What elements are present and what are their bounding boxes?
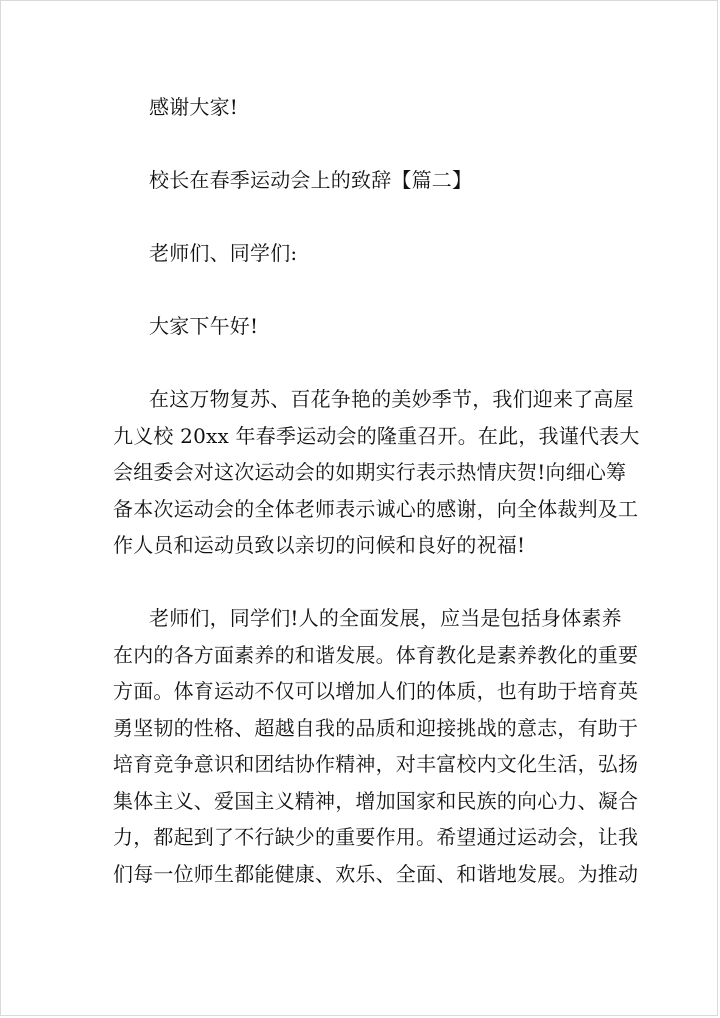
paragraph2-line: 集体主义、爱国主义精神，增加国家和民族的向心力、凝合 xyxy=(113,788,639,813)
paragraph1-line: 九义校 20xx 年春季运动会的隆重召开。在此，我谨代表大 xyxy=(113,423,640,448)
paragraph2-line: 在内的各方面素养的和谐发展。体育教化是素养教化的重要 xyxy=(113,642,639,667)
paragraph1-line: 备本次运动会的全体老师表示诚心的感谢，向全体裁判及工 xyxy=(113,496,639,521)
paragraph1-line: 会组委会对这次运动会的如期实行表示热情庆贺!向细心筹 xyxy=(113,460,627,484)
paragraph1-line: 作人员和运动员致以亲切的问候和良好的祝福! xyxy=(113,533,526,557)
closing-line: 感谢大家! xyxy=(149,95,239,119)
paragraph2-line: 力，都起到了不行缺少的重要作用。希望通过运动会，让我 xyxy=(113,825,639,849)
paragraph-gap xyxy=(113,199,619,236)
paragraph2-line: 培育竞争意识和团结协作精神，对丰富校内文化生活，弘扬 xyxy=(113,752,639,776)
paragraph1-line: 在这万物复苏、百花争艳的美妙季节，我们迎来了高屋 xyxy=(149,387,634,411)
greeting-line: 大家下午好! xyxy=(149,314,259,338)
paragraph-gap xyxy=(113,126,619,163)
salutation-line: 老师们、同学们: xyxy=(149,241,298,265)
section-title: 校长在春季运动会上的致辞【篇二】 xyxy=(149,168,473,192)
paragraph2-line: 们每一位师生都能健康、欢乐、全面、和谐地发展。为推动 xyxy=(113,861,639,886)
paragraph-gap xyxy=(113,345,619,382)
paragraph2-line: 方面。体育运动不仅可以增加人们的体质，也有助于培育英 xyxy=(113,679,639,703)
paragraph-gap xyxy=(113,564,619,601)
document-body xyxy=(113,89,640,892)
paragraph2-line: 勇坚韧的性格、超越自我的品质和迎接挑战的意志，有助于 xyxy=(113,715,639,740)
paragraph2-line: 老师们，同学们!人的全面发展，应当是包括身体素养 xyxy=(149,606,622,630)
paragraph-gap xyxy=(113,272,619,309)
